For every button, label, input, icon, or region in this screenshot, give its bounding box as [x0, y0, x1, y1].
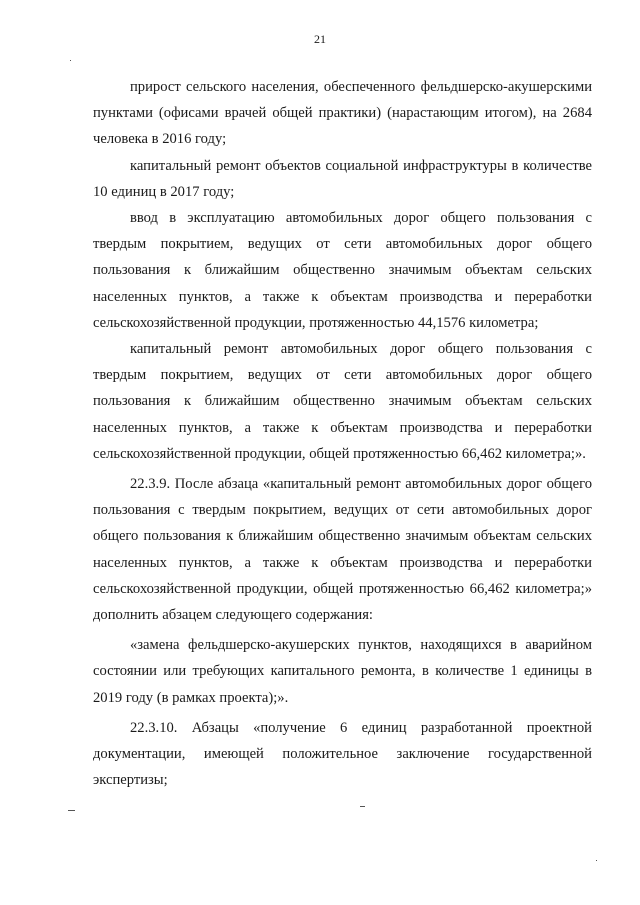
paragraph-social-infrastructure-repair: капитальный ремонт объектов социальной инфраструктуры в количестве 10 единиц в 2017 году;	[93, 157, 592, 200]
document-body	[93, 74, 592, 793]
scan-mark	[596, 860, 597, 861]
scan-mark	[70, 60, 71, 61]
page-number: 21	[314, 32, 326, 46]
scan-mark	[68, 810, 75, 811]
paragraph-22-3-9: 22.3.9. После абзаца «капитальный ремонт автомобильных дорог общего пользования с твердым покрытием, ведущих от сети автомобильных дорог общего пользования к ближайшим общественно значимым объектам сельских населенных пунктов, а также к объектам производства и переработки сельскохозяйственной продукции, общей протяженностью 66,462 километра;» дополнить абзацем следующего содержания:	[93, 476, 592, 624]
paragraph-22-3-10: 22.3.10. Абзацы «получение 6 единиц разработанной проектной документации, имеющей положительное заключение государственной экспертизы;	[93, 719, 592, 789]
paragraph-rural-population: прирост сельского населения, обеспеченного фельдшерско-акушерскими пунктами (офисами врачей общей практики) (нарастающим итогом), на 2684 человека в 2016 году;	[93, 79, 592, 148]
paragraph-roads-commissioning: ввод в эксплуатацию автомобильных дорог общего пользования с твердым покрытием, ведущих от сети автомобильных дорог общего пользования к ближайшим общественно значимым объектам сельских населенных пунктов, а также к объектам производства и переработки сельскохозяйственной продукции, протяженностью 44,1576 километра;	[93, 210, 592, 331]
paragraph-quoted-replacement: «замена фельдшерско-акушерских пунктов, находящихся в аварийном состоянии или требующих капитального ремонта, в количестве 1 единицы в 2019 году (в рамках проекта);».	[93, 637, 592, 706]
paragraph-roads-repair: капитальный ремонт автомобильных дорог общего пользования с твердым покрытием, ведущих от сети автомобильных дорог общего пользования к ближайшим общественно значимым объектам сельских населенных пунктов, а также к объектам производства и переработки сельскохозяйственной продукции, общей протяженностью 66,462 километра;».	[93, 341, 592, 462]
scan-mark	[360, 806, 365, 807]
